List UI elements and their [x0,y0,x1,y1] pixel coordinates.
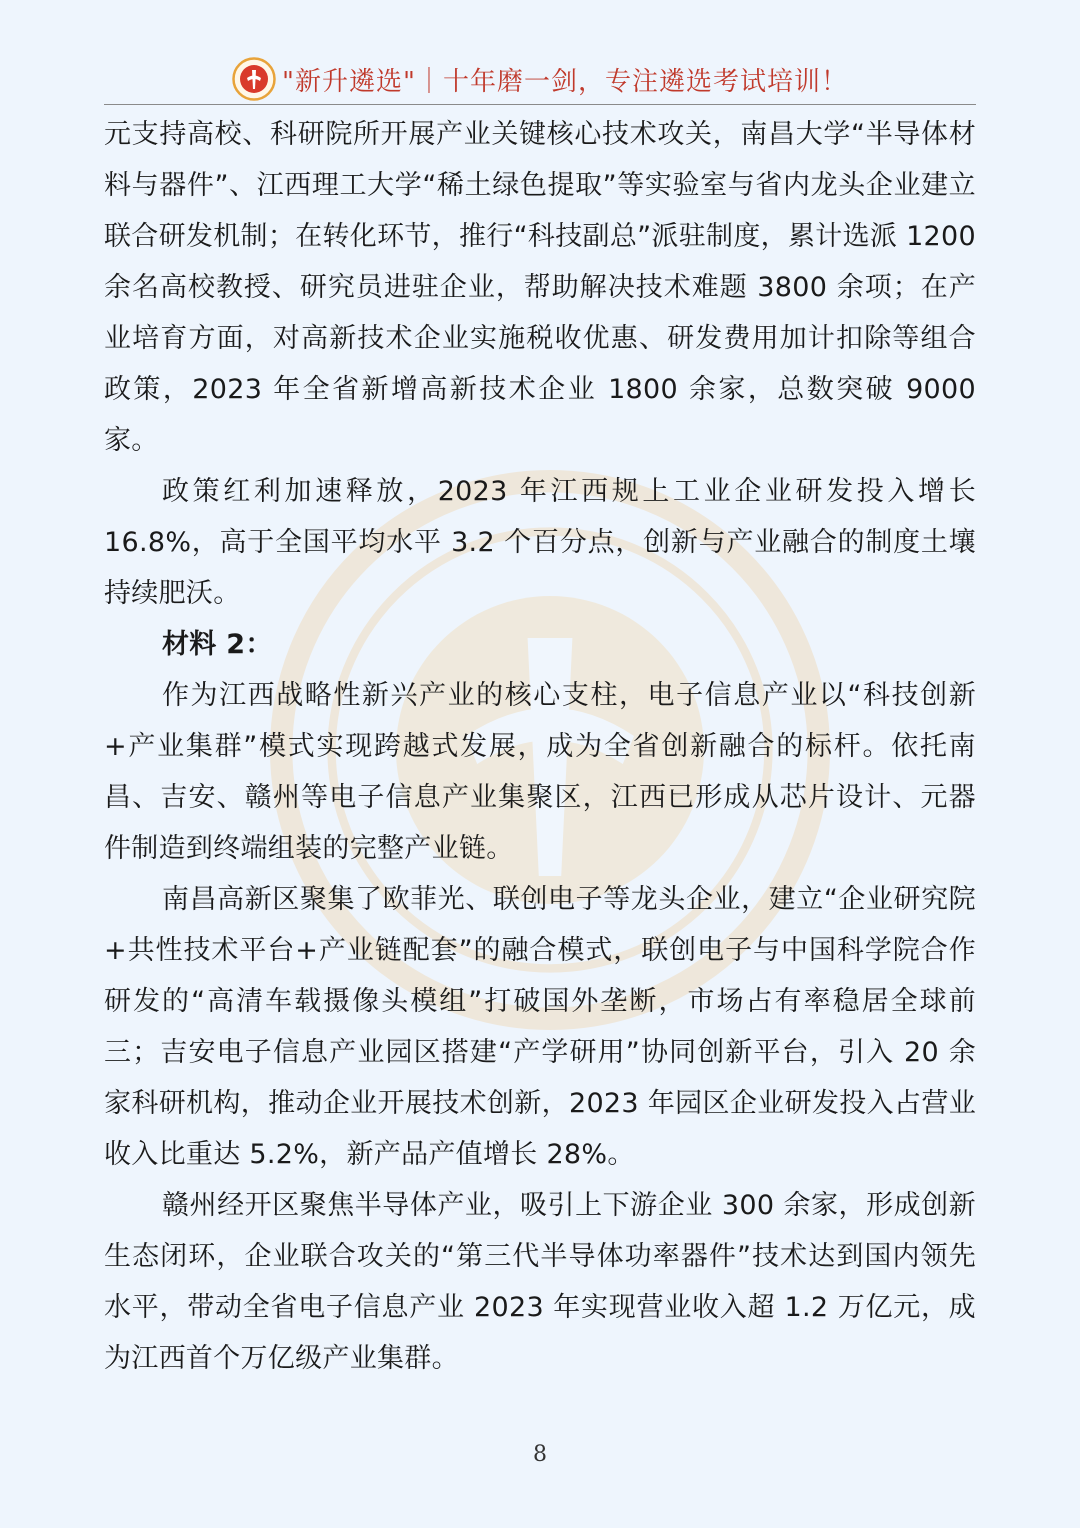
paragraph: 作为江西战略性新兴产业的核心支柱，电子信息产业以“科技创新+产业集群”模式实现跨越式发展，成为全省创新融合的标杆。依托南昌、吉安、赣州等电子信息产业集聚区，江西已形成从芯片设计、元器件制造到终端组装的完整产业链。 [104,680,976,864]
paragraph-continued: 元支持高校、科研院所开展产业关键核心技术攻关，南昌大学“半导体材料与器件”、江西理工大学“稀土绿色提取”等实验室与省内龙头企业建立联合研发机制；在转化环节，推行“科技副总”派驻制度，累计选派 1200 余名高校教授、研究员进驻企业，帮助解决技术难题 3800 余项；在产业培育方面，对高新技术企业实施税收优惠、研发费用加计扣除等组合政策，2023 年全省新增高新技术企业 1800 余家，总数突破 9000 家。 [104,119,976,456]
header-title: "新升遴选"｜十年磨一剑，专注遴选考试培训！ [282,66,848,97]
document-body [104,109,976,1384]
paragraph: 南昌高新区聚集了欧菲光、联创电子等龙头企业，建立“企业研究院+共性技术平台+产业链配套”的融合模式，联创电子与中国科学院合作研发的“高清车载摄像头模组”打破国外垄断，市场占有率稳居全球前三；吉安电子信息产业园区搭建“产学研用”协同创新平台，引入 20 余家科研机构，推动企业开展技术创新，2023 年园区企业研发投入占营业收入比重达 5.2%，新产品产值增长 28%。 [104,884,976,1170]
seal-logo-icon [232,57,276,101]
page-number: 8 [533,1442,547,1467]
document-header [104,54,976,105]
paragraph: 政策红利加速释放，2023 年江西规上工业企业研发投入增长 16.8%，高于全国平均水平 3.2 个百分点，创新与产业融合的制度土壤持续肥沃。 [104,476,976,609]
section-heading: 材料 2： [162,629,273,660]
paragraph: 赣州经开区聚焦半导体产业，吸引上下游企业 300 余家，形成创新生态闭环，企业联合攻关的“第三代半导体功率器件”技术达到国内领先水平，带动全省电子信息产业 2023 年实现营业收入超 1.2 万亿元，成为江西首个万亿级产业集群。 [104,1190,976,1374]
